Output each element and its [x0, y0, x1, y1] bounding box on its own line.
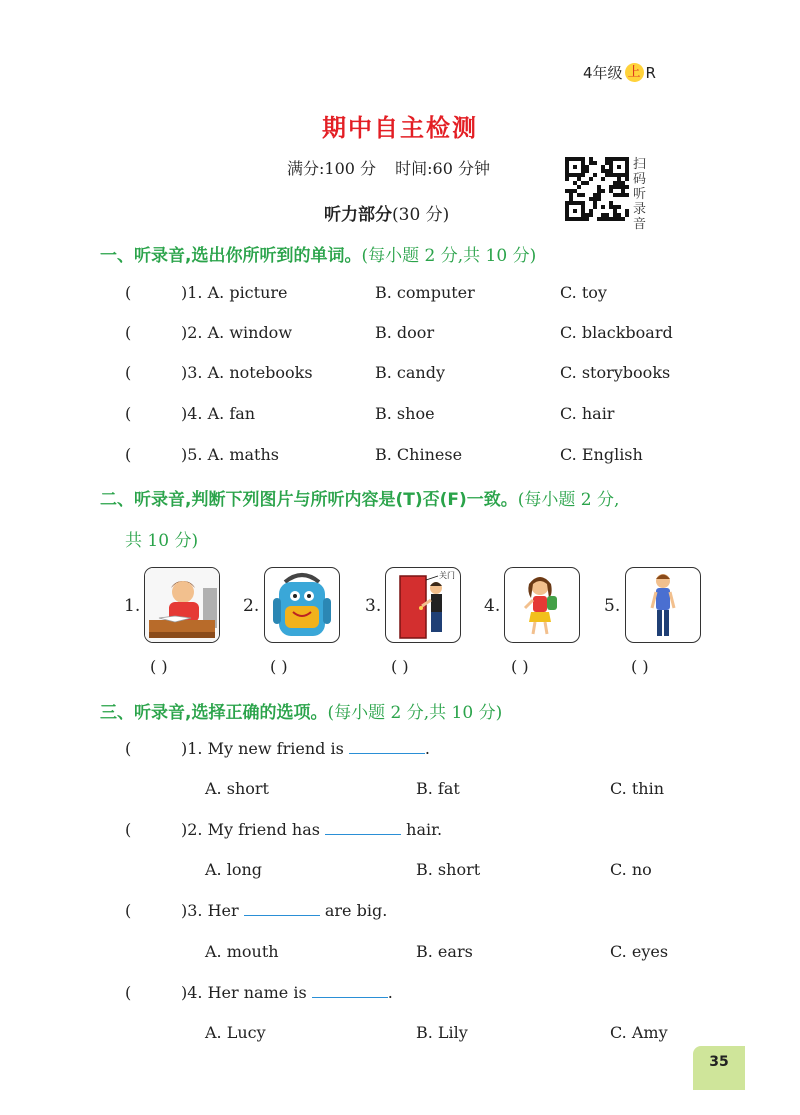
picture-number: 1. [124, 596, 141, 616]
option-c: C. eyes [610, 942, 669, 961]
option-b: B. door [375, 323, 435, 342]
qr-label-char: 录 [633, 202, 647, 217]
option-c: C. thin [610, 779, 664, 798]
option-b: B. ears [416, 942, 473, 961]
grade-prefix: 4年级 [583, 64, 623, 82]
question-text: )1. My new friend is [181, 739, 344, 758]
option-c: C. English [560, 445, 643, 464]
answer-paren[interactable]: ( ) [150, 657, 168, 676]
qr-label-char: 码 [633, 172, 647, 187]
listening-title [324, 200, 449, 225]
question-text-end: hair. [406, 820, 443, 839]
option-a: )4. A. fan [181, 404, 256, 423]
schoolbag-icon [265, 568, 339, 642]
answer-paren[interactable]: ( [125, 283, 132, 302]
answer-paren[interactable]: ( ) [631, 657, 649, 676]
option-a: A. Lucy [205, 1023, 266, 1042]
option-a: )3. A. notebooks [181, 363, 313, 382]
fill-blank[interactable] [325, 820, 401, 835]
option-b: B. fat [416, 779, 460, 798]
listening-title-text: 听力部分 [324, 205, 392, 225]
section1-heading-text: 一、听录音,选出你所听到的单词。 [100, 246, 362, 266]
option-a: )5. A. maths [181, 445, 279, 464]
section2-heading-text: 二、听录音,判断下列图片与所听内容是(T)否(F)一致。 [100, 490, 518, 510]
fill-blank[interactable] [244, 901, 320, 916]
boy-reading-icon [145, 568, 219, 642]
option-b: B. Chinese [375, 445, 463, 464]
option-a: A. long [205, 860, 263, 879]
list-item [125, 323, 685, 342]
section1-heading [100, 241, 536, 266]
qr-code-icon[interactable] [565, 157, 629, 221]
picture-number: 5. [604, 596, 621, 616]
door-label: 关门 [439, 571, 455, 580]
page-number: 35 [693, 1046, 745, 1090]
question-text: )3. Her [181, 901, 239, 920]
section2-heading-cont [125, 526, 198, 551]
answer-paren[interactable]: ( ) [270, 657, 288, 676]
picture-girl-bag [504, 567, 580, 643]
section3-heading-text: 三、听录音,选择正确的选项。 [100, 703, 328, 723]
option-c: C. storybooks [560, 363, 671, 382]
picture-boy-standing [625, 567, 701, 643]
answer-paren[interactable]: ( [125, 445, 132, 464]
question-row [125, 901, 387, 920]
full-score: 满分:100 分 [287, 159, 377, 178]
answer-paren[interactable]: ( [125, 323, 132, 342]
grade-suffix: R [645, 63, 656, 82]
picture-number: 2. [243, 596, 260, 616]
exam-meta [287, 156, 504, 179]
answer-paren[interactable]: ( [125, 404, 132, 423]
picture-number: 3. [365, 596, 382, 616]
list-item [125, 283, 685, 302]
grade-label [583, 62, 656, 83]
list-item [125, 404, 685, 423]
girl-with-bag-icon [505, 568, 579, 642]
section2-note: (每小题 2 分, [517, 490, 620, 510]
option-c: C. Amy [610, 1023, 668, 1042]
option-a: )2. A. window [181, 323, 293, 342]
option-b: B. short [416, 860, 481, 879]
answer-paren[interactable]: ( ) [391, 657, 409, 676]
grade-badge: 上 [625, 63, 644, 82]
section3-heading [100, 698, 502, 723]
option-c: C. no [610, 860, 652, 879]
picture-number: 4. [484, 596, 501, 616]
fill-blank[interactable] [349, 739, 425, 754]
listening-points: (30 分) [392, 205, 450, 225]
list-item [125, 445, 685, 464]
exam-time: 时间:60 分钟 [395, 159, 490, 178]
picture-closing-door [385, 567, 461, 643]
fill-blank[interactable] [312, 983, 388, 998]
answer-paren[interactable]: ( [125, 739, 132, 758]
option-a: )1. A. picture [181, 283, 288, 302]
option-b: B. Lily [416, 1023, 468, 1042]
answer-paren[interactable]: ( [125, 820, 132, 839]
woman-closing-door-icon [386, 568, 460, 642]
option-c: C. toy [560, 283, 607, 302]
answer-paren[interactable]: ( [125, 901, 132, 920]
answer-paren[interactable]: ( [125, 983, 132, 1002]
question-row [125, 739, 430, 758]
option-b: B. candy [375, 363, 446, 382]
qr-label-char: 音 [633, 217, 647, 232]
question-text-end: . [387, 983, 393, 1002]
option-a: A. short [205, 779, 269, 798]
qr-label [633, 157, 649, 232]
option-b: B. shoe [375, 404, 435, 423]
option-c: C. blackboard [560, 323, 673, 342]
option-c: C. hair [560, 404, 615, 423]
option-b: B. computer [375, 283, 475, 302]
question-text: )2. My friend has [181, 820, 320, 839]
question-text: )4. Her name is [181, 983, 307, 1002]
section2-heading [100, 485, 720, 510]
question-text-end: . [424, 739, 430, 758]
option-a: A. mouth [205, 942, 279, 961]
qr-label-char: 听 [633, 187, 647, 202]
question-row [125, 983, 393, 1002]
picture-boy-reading [144, 567, 220, 643]
page-title: 期中自主检测 [322, 114, 478, 142]
section1-note: (每小题 2 分,共 10 分) [361, 246, 537, 266]
section3-note: (每小题 2 分,共 10 分) [327, 703, 503, 723]
boy-standing-icon [626, 568, 700, 642]
answer-paren[interactable]: ( [125, 363, 132, 382]
question-text-end: are big. [324, 901, 388, 920]
section2-note-cont: 共 10 分) [125, 531, 199, 551]
list-item [125, 363, 685, 382]
answer-paren[interactable]: ( ) [511, 657, 529, 676]
question-row [125, 820, 442, 839]
picture-schoolbag [264, 567, 340, 643]
qr-label-char: 扫 [633, 157, 647, 172]
